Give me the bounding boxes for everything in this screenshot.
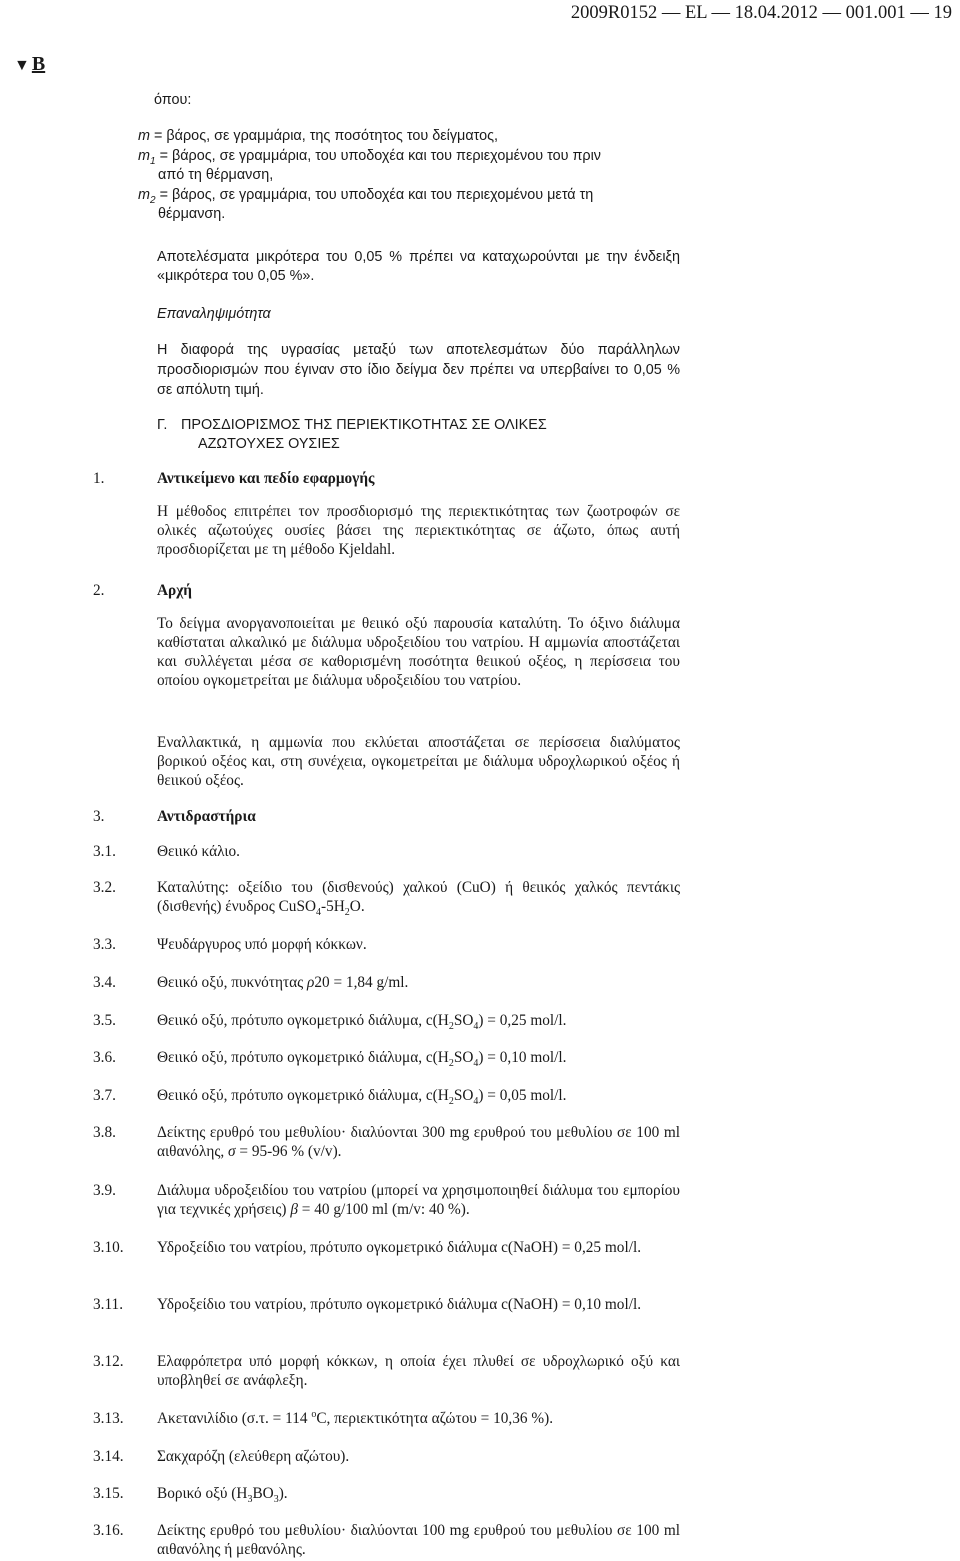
item-text: Δείκτης ερυθρό του μεθυλίου· διαλύονται 300 mg ερυθρού του μεθυλίου σε 100 ml αιθανόλης, σ = 95-96 % (v/v). [157, 1124, 680, 1160]
item-number: 3.15. [93, 1485, 124, 1502]
item-text: Ψευδάργυρος υπό μορφή κόκκων. [157, 936, 367, 953]
item-text: Θειικό οξύ, πρότυπο ογκομετρικό διάλυμα, $c(H_2SO_4) = 0,10$ mol/l. [157, 1049, 567, 1070]
s2-title: Αρχή [157, 582, 192, 599]
s3-title: Αντιδραστήρια [157, 808, 256, 825]
s1-title: Αντικείμενο και πεδίο εφαρμογής [157, 470, 375, 487]
item-number: 3.5. [93, 1012, 116, 1029]
definitions [138, 127, 680, 225]
item-text: Θειικό οξύ, πυκνότητας ρ20 = 1,84 g/ml. [157, 974, 409, 991]
item-text: Διάλυμα υδροξειδίου του νατρίου (μπορεί να χρησιμοποιηθεί διάλυμα του εμπορίου για τεχνικές χρήσεις) β = 40 g/100 ml (m/v: 40 %). [157, 1182, 680, 1218]
item-number: 3.14. [93, 1448, 124, 1465]
item-text: Δείκτης ερυθρό του μεθυλίου· διαλύονται 100 mg ερυθρού του μεθυλίου σε 100 ml αιθανόλης ή μεθανόλης. [157, 1522, 680, 1558]
s2-number: 2. [93, 582, 105, 599]
item-number: 3.3. [93, 936, 116, 953]
def-m: m = βάρος, σε γραμμάρια, της ποσότητος του δείγματος, [138, 128, 499, 144]
item-number: 3.10. [93, 1239, 124, 1256]
s2-text1: Το δείγμα ανοργανοποιείται με θειικό οξύ παρουσία καταλύτη. Το όξινο διάλυμα καθίσταται αλκαλικό με διάλυμα υδροξειδίου του νατρίου. Η αμμωνία αποστάζεται και συλλέγεται μέσα σε καθορισμένη ποσότητα θειικού οξέος, η περίσσεια του οποίου ογκομετρείται με διάλυμα υδροξειδίου του νατρίου. [157, 615, 680, 689]
item-number: 3.8. [93, 1124, 116, 1141]
s2-text2: Εναλλακτικά, η αμμωνία που εκλύεται αποστάζεται σε περίσσεια διαλύματος βορικού οξέος και, στη συνέχεια, ογκομετρείται με διάλυμα υδροχλωρικού οξέος ή θειικού οξέος. [157, 734, 680, 789]
item-text: Καταλύτης: οξείδιο του (δισθενούς) χαλκού (CuO) ή θειικός χαλκός πεντάκις (δισθενής) ένυδρος $CuSO_4-5H_2O$. [157, 879, 680, 919]
item-number: 3.9. [93, 1182, 116, 1199]
item-number: 3.2. [93, 879, 116, 896]
triangle-icon: ▼ [14, 57, 30, 74]
item-number: 3.16. [93, 1522, 124, 1539]
results-paragraph: Αποτελέσματα μικρότερα του 0,05 % πρέπει να καταχωρούνται με την ένδειξη «μικρότερα του 0,05 %». [157, 249, 680, 284]
repeatability-text: Η διαφορά της υγρασίας μεταξύ των αποτελεσμάτων δύο παράλληλων προσδιορισμών που έγιναν στο ίδιο δείγμα δεν πρέπει να υπερβαίνει το 0,05 % σε απόλυτη τιμή. [157, 342, 680, 398]
item-text: Βορικό οξύ $(H_3BO_3)$. [157, 1485, 288, 1506]
item-text: Θειικό κάλιο. [157, 843, 240, 860]
s3-number: 3. [93, 808, 105, 825]
repeatability-title: Επαναληψιμότητα [157, 306, 271, 322]
page-header: 2009R0152 — EL — 18.04.2012 — 001.001 — 19 [570, 3, 952, 23]
item-text: Θειικό οξύ, πρότυπο ογκομετρικό διάλυμα, $c(H_2SO_4) = 0,25$ mol/l. [157, 1012, 567, 1033]
def-m1: $m_1 = \beta ά\rho o\varsigma$, σε γραμμάρια, του υποδοχέα και του περιεχομένου του πριν [138, 147, 601, 167]
item-number: 3.11. [93, 1296, 124, 1313]
item-number: 3.12. [93, 1353, 124, 1370]
item-number: 3.6. [93, 1049, 116, 1066]
item-text: Ακετανιλίδιο (σ.τ. = 114 $^o$C, περιεκτικότητα αζώτου = 10,36 %). [157, 1408, 554, 1427]
item-number: 3.1. [93, 843, 116, 860]
item-number: 3.7. [93, 1087, 116, 1104]
s1-text: Η μέθοδος επιτρέπει τον προσδιορισμό της περιεκτικότητας των ζωοτροφών σε ολικές αζωτούχες ουσίες βάσει της περιεκτικότητας σε άζωτο, όπως αυτή προσδιορίζεται με τη μέθοδο Kjeldahl. [157, 503, 680, 558]
item-number: 3.13. [93, 1410, 124, 1427]
item-number: 3.4. [93, 974, 116, 991]
item-text: Θειικό οξύ, πρότυπο ογκομετρικό διάλυμα, $c(H_2SO_4) = 0,05$ mol/l. [157, 1087, 567, 1108]
marker-letter: B [31, 53, 46, 75]
where-label: όπου: [154, 92, 192, 108]
item-text: Υδροξείδιο του νατρίου, πρότυπο ογκομετρικό διάλυμα c(NaOH) = 0,10 mol/l. [157, 1296, 642, 1313]
def-m2: $m_2 = \beta ά\rho o\varsigma$, σε γραμμάρια, του υποδοχέα και του περιεχομένου μετά τη [138, 186, 594, 206]
def-m2-cont: θέρμανση. [158, 206, 226, 222]
section-title: Γ. ΠΡΟΣΔΙΟΡΙΣΜΟΣ ΤΗΣ ΠΕΡΙΕΚΤΙΚΟΤΗΤΑΣ ΣΕ ΟΛΙΚΕΣ ΑΖΩΤΟΥΧΕΣ ΟΥΣΙΕΣ [157, 417, 547, 452]
item-text: Ελαφρόπετρα υπό μορφή κόκκων, η οποία έχει πλυθεί σε υδροχλωρικό οξύ και υποβληθεί σε ανάφλεξη. [157, 1353, 680, 1389]
s1-number: 1. [93, 470, 105, 487]
def-m1-cont: από τη θέρμανση, [158, 167, 274, 183]
item-text: Σακχαρόζη (ελεύθερη αζώτου). [157, 1448, 350, 1465]
item-text: Υδροξείδιο του νατρίου, πρότυπο ογκομετρικό διάλυμα c(NaOH) = 0,25 mol/l. [157, 1239, 642, 1256]
section-marker [14, 52, 45, 78]
